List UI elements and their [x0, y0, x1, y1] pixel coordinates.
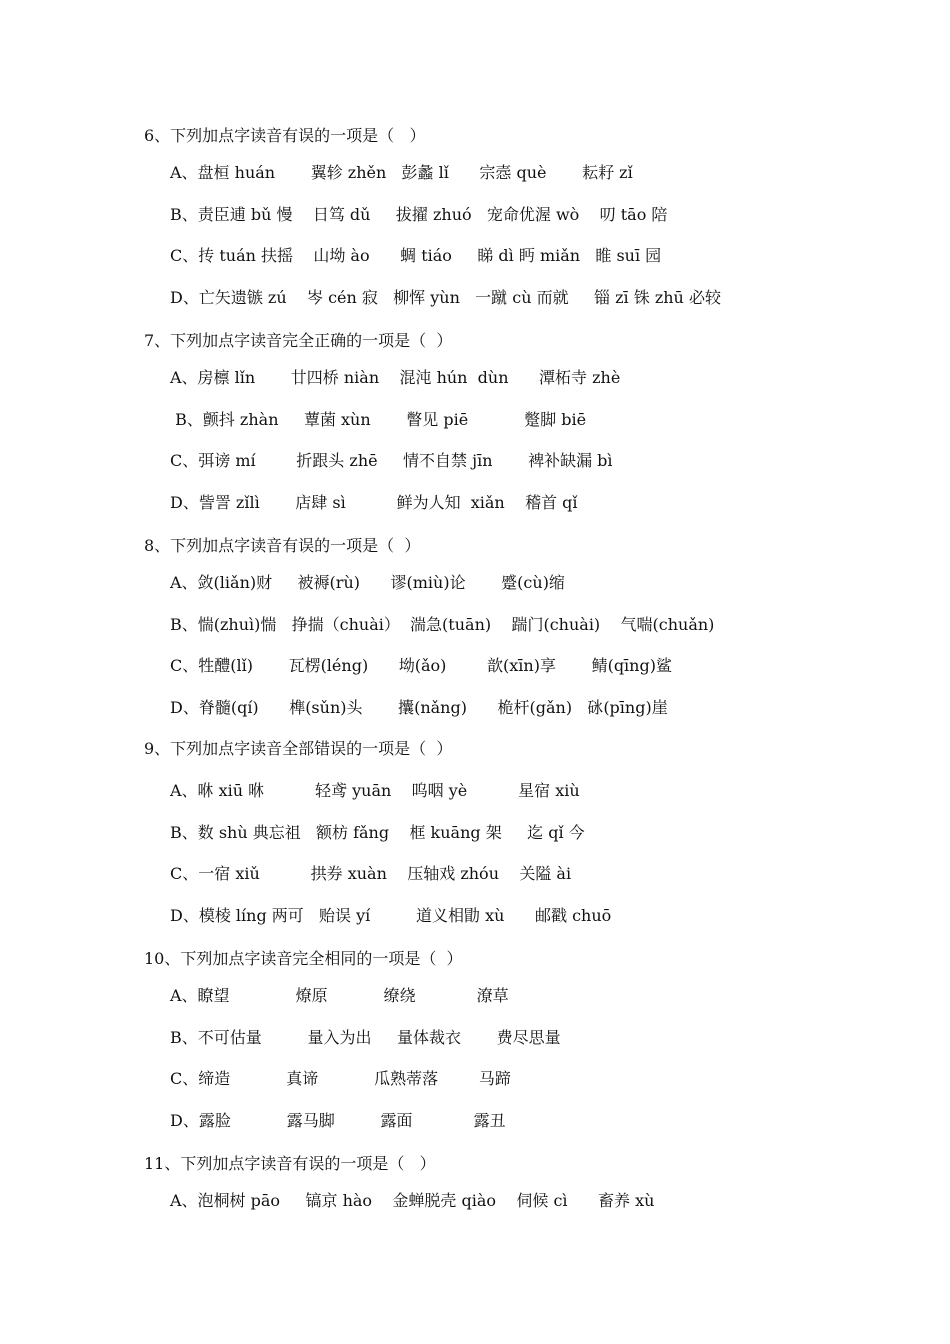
- question-7-option-c: C、弭谤 mí 折跟头 zhē 情不自禁 jīn 裨补缺漏 bì: [170, 451, 613, 470]
- question-9-option-d: D、模棱 líng 两可 贻误 yí 道义相勖 xù 邮戳 chuō: [170, 906, 612, 925]
- question-10-option-c: C、缔造 真谛 瓜熟蒂落 马蹄: [170, 1069, 511, 1088]
- question-11-stem: 11、下列加点字读音有误的一项是（ ）: [144, 1154, 436, 1173]
- question-9-option-a: A、咻 xiū 咻 轻鸢 yuān 呜咽 yè 星宿 xiù: [170, 781, 580, 800]
- question-7-stem: 7、下列加点字读音完全正确的一项是（ ）: [144, 331, 453, 350]
- question-6-option-d: D、亡矢遗镞 zú 岑 cén 寂 柳恽 yùn 一蹴 cù 而就 锱 zī 铢 zhū 必较: [170, 288, 721, 307]
- question-10-option-b: B、不可估量 量入为出 量体裁衣 费尽思量: [170, 1028, 561, 1047]
- question-8-option-a: A、敛(liǎn)财 被褥(rù) 谬(miù)论 蹙(cù)缩: [170, 573, 565, 592]
- question-10-option-d: D、露脸 露马脚 露面 露丑: [170, 1111, 506, 1130]
- question-8-stem: 8、下列加点字读音有误的一项是（ ）: [144, 536, 421, 555]
- question-9-stem: 9、下列加点字读音全部错误的一项是（ ）: [144, 739, 453, 758]
- question-6-option-b: B、责臣逋 bǔ 慢 日笃 dǔ 拔擢 zhuó 宠命优渥 wò 叨 tāo 陪: [170, 205, 668, 224]
- question-11-option-a: A、泡桐树 pāo 镐京 hào 金蝉脱壳 qiào 伺候 cì 畜养 xù: [170, 1191, 655, 1210]
- question-8-option-b: B、惴(zhuì)惴 挣揣（chuài） 湍急(tuān) 踹门(chuài) 气喘(chuǎn): [170, 615, 715, 634]
- question-8-option-c: C、牲醴(lǐ) 瓦楞(léng) 坳(ǎo) 歆(xīn)享 鲭(qīng)鲨: [170, 656, 672, 675]
- question-6-option-a: A、盘桓 huán 翼轸 zhěn 彭蠡 lǐ 宗悫 què 耘耔 zǐ: [170, 163, 633, 182]
- question-7-option-d: D、訾詈 zǐlì 店肆 sì 鲜为人知 xiǎn 稽首 qǐ: [170, 493, 578, 512]
- question-6-option-c: C、抟 tuán 扶摇 山坳 ào 蜩 tiáo 睇 dì 眄 miǎn 睢 suī 园: [170, 246, 662, 265]
- question-8-option-d: D、脊髓(qí) 榫(sǔn)头 攮(nǎng) 桅杆(gǎn) 砯(pīng)崖: [170, 698, 668, 717]
- question-9-option-b: B、数 shù 典忘祖 额枋 fǎng 框 kuāng 架 迄 qǐ 今: [170, 823, 585, 842]
- question-7-option-a: A、房檩 lǐn 廿四桥 niàn 混沌 hún dùn 潭柘寺 zhè: [170, 368, 621, 387]
- question-9-option-c: C、一宿 xiǔ 拱券 xuàn 压轴戏 zhóu 关隘 ài: [170, 864, 572, 883]
- question-10-stem: 10、下列加点字读音完全相同的一项是（ ）: [144, 949, 463, 968]
- question-6-stem: 6、下列加点字读音有误的一项是（ ）: [144, 126, 426, 145]
- question-10-option-a: A、瞭望 燎原 缭绕 潦草: [170, 986, 509, 1005]
- question-7-option-b: B、颤抖 zhàn 蕈菌 xùn 瞥见 piē 蹩脚 biē: [170, 410, 587, 429]
